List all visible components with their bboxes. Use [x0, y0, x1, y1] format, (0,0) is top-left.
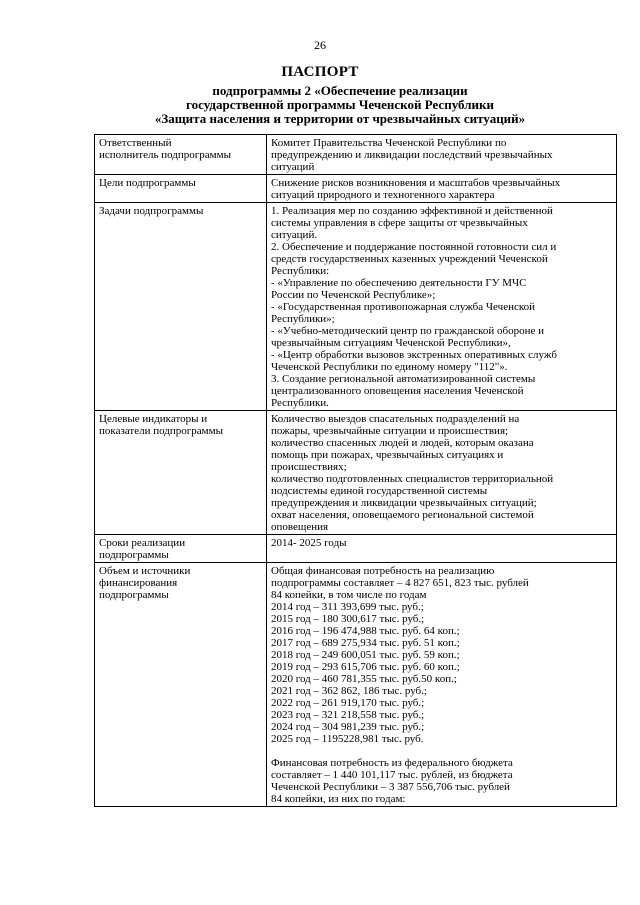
subtitle-line: «Защита населения и территории от чрезвычайных ситуаций»	[154, 111, 526, 126]
row-value-cell	[267, 535, 617, 563]
row-value-line: Республики:	[271, 265, 330, 277]
row-value-line: предупреждению и ликвидации последствий чрезвычайных	[271, 149, 553, 161]
row-value-cell	[267, 563, 617, 807]
row-label-cell	[95, 175, 267, 203]
row-value-line: происшествиях;	[271, 461, 347, 473]
row-value-cell	[267, 411, 617, 535]
row-value-line: - «Управление по обеспечению деятельности ГУ МЧС	[271, 277, 527, 289]
row-value-line: 2023 год – 321 218,558 тыс. руб.;	[271, 709, 425, 721]
row-value-line: Общая финансовая потребность на реализацию	[271, 565, 495, 577]
subtitle-line: государственной программы Чеченской Республики	[186, 97, 494, 112]
row-value-line: 84 копейки, в том числе по годам	[271, 589, 427, 601]
row-value-line: централизованного оповещения населения Чеченской	[271, 385, 524, 397]
row-value-line: - «Учебно-методический центр по гражданской обороне и	[271, 325, 545, 337]
row-value-line: системы управления в сфере защиты от чрезвычайных	[271, 217, 528, 229]
row-value-line: 2014 год – 311 393,699 тыс. руб.;	[271, 601, 424, 613]
row-value-line: помощь при пожарах, чрезвычайных ситуациях и	[271, 449, 504, 461]
row-value-line: пожары, чрезвычайные ситуации и происшествия;	[271, 425, 509, 437]
row-label-cell	[95, 535, 267, 563]
row-label-line: исполнитель подпрограммы	[99, 149, 231, 161]
row-value-line: 2022 год – 261 919,170 тыс. руб.;	[271, 697, 425, 709]
row-label-line: Цели подпрограммы	[99, 177, 196, 189]
row-label-line: финансирования	[99, 577, 178, 589]
row-value-line: Финансовая потребность из федерального бюджета	[271, 757, 513, 769]
row-label-line: подпрограммы	[99, 589, 169, 601]
row-label-line: показатели подпрограммы	[99, 425, 223, 437]
row-value-line: 2021 год – 362 862, 186 тыс. руб.;	[271, 685, 427, 697]
row-value-line: 2015 год – 180 300,617 тыс. руб.;	[271, 613, 425, 625]
row-label-line: подпрограммы	[99, 549, 169, 561]
document-title: ПАСПОРТ	[281, 64, 359, 80]
row-value-line: чрезвычайным ситуациям Чеченской Республики»,	[271, 337, 511, 349]
document-subtitle	[90, 84, 590, 126]
row-value-line: ситуаций.	[271, 229, 318, 241]
row-label-line: Задачи подпрограммы	[99, 205, 204, 217]
row-value-line: Республики»;	[271, 313, 335, 325]
row-label-cell	[95, 135, 267, 175]
row-value-line: 1. Реализация мер по созданию эффективной и действенной	[271, 205, 553, 217]
row-label-line: Ответственный	[99, 137, 172, 149]
row-value-line: 2020 год – 460 781,355 тыс. руб.50 коп.;	[271, 673, 457, 685]
blank-line	[271, 745, 612, 757]
row-value-line: средств государственных казенных учреждений Чеченской	[271, 253, 548, 265]
row-value-line: оповещения	[271, 521, 329, 533]
row-label-cell	[95, 563, 267, 807]
row-value-line: 2014- 2025 годы	[271, 537, 347, 549]
row-value-line: 2019 год – 293 615,706 тыс. руб. 60 коп.;	[271, 661, 460, 673]
passport-row	[95, 175, 617, 203]
row-value-line: Чеченской Республики – 3 387 556,706 тыс. рублей	[271, 781, 510, 793]
row-value-line: 2018 год – 249 600,051 тыс. руб. 59 коп.;	[271, 649, 460, 661]
passport-row	[95, 411, 617, 535]
row-label-line: Сроки реализации	[99, 537, 186, 549]
passport-row	[95, 563, 617, 807]
row-value-line: составляет – 1 440 101,117 тыс. рублей, из бюджета	[271, 769, 513, 781]
row-value-line: Снижение рисков возникновения и масштабов чрезвычайных	[271, 177, 561, 189]
row-label-cell	[95, 203, 267, 411]
passport-table-body	[95, 135, 617, 807]
passport-row	[95, 535, 617, 563]
row-value-line: Чеченской Республики по единому номеру "112"».	[271, 361, 508, 373]
row-value-line: Количество выездов спасательных подразделений на	[271, 413, 520, 425]
row-value-line: количество подготовленных специалистов территориальной	[271, 473, 554, 485]
row-value-line: 2016 год – 196 474,988 тыс. руб. 64 коп.;	[271, 625, 460, 637]
row-value-cell	[267, 203, 617, 411]
passport-table	[94, 134, 617, 807]
page-number: 26	[314, 38, 326, 52]
row-value-line: Республики.	[271, 397, 329, 409]
subtitle-line: подпрограммы 2 «Обеспечение реализации	[212, 83, 468, 98]
passport-row	[95, 135, 617, 175]
row-value-cell	[267, 135, 617, 175]
row-value-line: Комитет Правительства Чеченской Республики по	[271, 137, 507, 149]
row-value-line: подсистемы единой государственной системы	[271, 485, 488, 497]
row-value-line: 2017 год – 689 275,934 тыс. руб. 51 коп.;	[271, 637, 460, 649]
row-value-cell	[267, 175, 617, 203]
row-value-line: 84 копейки, из них по годам:	[271, 793, 406, 805]
row-value-line: подпрограммы составляет – 4 827 651, 823 тыс. рублей	[271, 577, 529, 589]
row-label-line: Объем и источники	[99, 565, 191, 577]
row-value-line: ситуаций природного и техногенного характера	[271, 189, 495, 201]
row-value-line: 3. Создание региональной автоматизированной системы	[271, 373, 536, 385]
row-value-line: 2. Обеспечение и поддержание постоянной готовности сил и	[271, 241, 557, 253]
row-value-line: - «Центр обработки вызовов экстренных оперативных служб	[271, 349, 557, 361]
row-value-line: 2025 год – 1195228,981 тыс. руб.	[271, 733, 424, 745]
row-value-line: ситуаций	[271, 161, 315, 173]
row-value-line: охват населения, оповещаемого региональной системой	[271, 509, 534, 521]
row-value-line: количество спасенных людей и людей, которым оказана	[271, 437, 534, 449]
row-value-line: - «Государственная противопожарная служба Чеченской	[271, 301, 536, 313]
row-value-line: предупреждения и ликвидации чрезвычайных ситуаций;	[271, 497, 537, 509]
row-value-line: 2024 год – 304 981,239 тыс. руб.;	[271, 721, 425, 733]
row-label-cell	[95, 411, 267, 535]
passport-row	[95, 203, 617, 411]
row-value-line: России по Чеченской Республике»;	[271, 289, 436, 301]
row-label-line: Целевые индикаторы и	[99, 413, 208, 425]
